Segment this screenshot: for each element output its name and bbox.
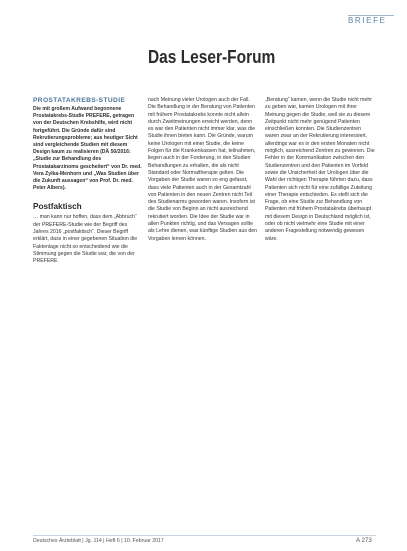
column-3 <box>265 97 376 243</box>
letter-body-col2: nach Meinung vieler Urologen auch der Fall. Die Behandlung in der Beratung von Patienten mit frühem Prostatakrebs konnte nicht allein durch Zweitmeinungen erreicht werden, denn es war den Patienten nicht immer klar, was die Studie ihnen bieten kann. Die Gründe, warum keine Urologen mit einer Studie, die keine Folgen für die Krankenkassen hat, teilnahmen, liegen auch in der Forderung, in den Studien Behandlungen zu erhalten, die als nicht Standard oder Normaltherapie gelten. Die Vorgaben der Studie waren so eng gefasst, dass viele Patienten auch in der Gesamtzahl von Patienten in den neuen Zentren nicht Teil des Studienarms geworden waren. Insofern ist die Studie von Beginn an nicht ausreichend rekrutiert worden. Die Idee der Studie war in allen Punkten richtig, und das Versagen sollte als Lehre dienen, was künftige Studien aus den Vorgaben lernen können. <box>148 97 258 242</box>
section-rubric: BRIEFE <box>348 15 394 28</box>
column-1 <box>33 97 142 266</box>
letter-body-col1: … man kann nur hoffen, dass dem „Abbruch“ der PREFERE-Studie wie der Begriff des Jahres 2016 „postfaktisch“. Dieser Begriff erklärt, dass in einer gegebenen Situation die Faktenlage nicht so entscheidend wie die Stimmung gegen die Studie war, die von der PREFERE <box>33 214 138 265</box>
footer-divider <box>33 535 376 536</box>
page-title: Das Leser-Forum <box>148 47 276 67</box>
column-2 <box>148 97 258 243</box>
section-heading: PROSTATAKREBS-STUDIE <box>33 97 126 104</box>
page-number: A 273 <box>356 537 372 544</box>
teaser-text: Die mit großem Aufwand begonnene Prostatakrebs-Studie PREFERE, getragen von der Deutschen Krebshilfe, wird nicht fortgeführt. Die Gründe dafür sind Rekrutierungsprobleme; aus heutiger Sicht sind vergleichende Studien mit diesem Design kaum zu realisieren (DÄ 50/2016: „Studie zur Behandlung des Prostatakarzinoms gescheitert“ von Dr. med. Vera Zylka-Menhorn und „Was Studien über die Zukunft aussagen“ von Prof. Dr. med. Peter Albers). <box>33 106 142 192</box>
letter-subheading: Postfaktisch <box>33 202 82 212</box>
journal-citation: Deutsches Ärzteblatt | Jg. 114 | Heft 6 | 10. Februar 2017 <box>33 538 164 544</box>
letter-body-col3: „Beratung“ kamen, wenn die Studie nicht mehr zu geben war, kamen Urologen mit ihrer Meinung gegen die Studie, weil sie zu diesem Zeitpunkt nicht mehr genügend Patienten einschließen konnten. Die Studienzentren waren zwar an der Rekrutierung interessiert, allerdings war es in den ersten Monaten nicht möglich, ausreichend Zentren zu gewinnen. Die Fehler in der Kommunikation zwischen den Studienzentren und den Patienten im Vorfeld sowie die Unsicherheit der Urologen über die Wahl der richtigen Therapie führten dazu, dass Patienten sich nicht für eine zufällige Zuteilung einer Therapie entschieden. Es stellt sich die Frage, ob eine Studie zur Behandlung von Patienten mit frühem Prostatakrebs überhaupt mit diesem Design in Deutschland möglich ist, oder ob nicht vielmehr eine Studie mit einer anderen Fragestellung notwendig gewesen wäre. <box>265 97 375 242</box>
